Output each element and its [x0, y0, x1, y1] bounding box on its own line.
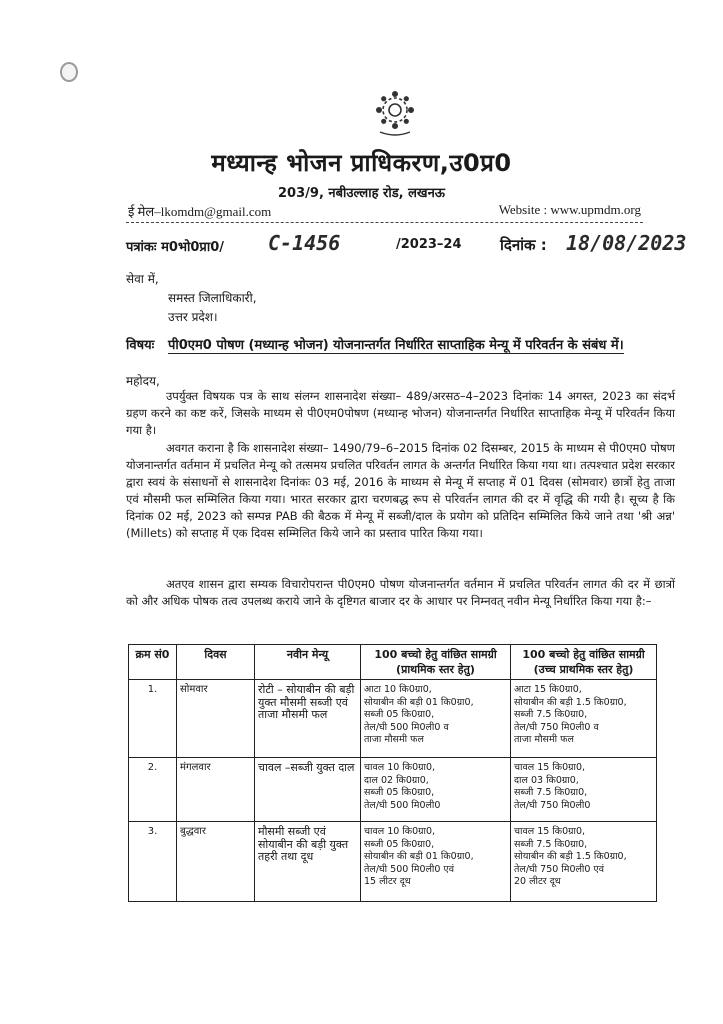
menu-cell: रोटी – सोयाबीन की बड़ी युक्त मौसमी सब्जी एवं ताजा मौसमी फल: [255, 680, 361, 758]
material-line: ताजा मौसमी फल: [514, 734, 574, 745]
material-line: सब्जी 05 कि0ग्रा0,: [364, 709, 435, 720]
divider: [126, 222, 643, 223]
recipient-line: उत्तर प्रदेश।: [168, 310, 218, 324]
primary-material-cell: [361, 822, 511, 902]
material-line: तेल/घी 750 मि0ली0 एवं: [514, 863, 604, 875]
menu-cell: मौसमी सब्जी एवं सोयाबीन की बड़ी युक्त तहरी तथा दूध: [255, 822, 361, 902]
contact-row: [128, 202, 641, 220]
body-paragraph: उपर्युक्त विषयक पत्र के साथ संलग्न शासनादेश संख्या– 489/अरसठ–4–2023 दिनांकः 14 अगस्त, 2023 का संदर्भ ग्रहण करने का कष्ट करें, जिसके माध्यम से पी0एम0पोषण (मध्यान्ह भोजन) योजनान्तर्गत निर्धारित साप्ताहिक मेन्यू में परिवर्तन किया गया है।: [126, 389, 675, 437]
upper-material-cell: [511, 758, 657, 822]
subject-label: विषयः: [126, 338, 155, 353]
primary-material-cell: [361, 680, 511, 758]
material-line: तेल/घी 750 मि0ली0: [514, 799, 591, 811]
material-line: चावल 10 कि0ग्रा0,: [364, 826, 436, 837]
email-text: ई मेल–lkomdm@gmail.com: [128, 204, 272, 219]
table-header-row: [129, 645, 657, 680]
website-text: Website : www.upmdm.org: [498, 202, 641, 217]
column-header: नवीन मेन्यू: [255, 645, 361, 680]
table-row: [129, 758, 657, 822]
weekly-menu-table: [128, 644, 657, 902]
material-line: चावल 15 कि0ग्रा0,: [514, 826, 586, 837]
material-line: तेल/घी 500 मि0ली0 एवं: [364, 863, 454, 875]
material-line: सोयाबीन की बड़ी 01 कि0ग्रा0,: [364, 851, 474, 862]
day-cell: मंगलवार: [177, 758, 255, 822]
material-line: दाल 03 कि0ग्रा0,: [514, 774, 579, 786]
salutation: महोदय,: [126, 374, 160, 388]
upper-material-cell: [511, 680, 657, 758]
material-line: सोयाबीन की बड़ी 1.5 कि0ग्रा0,: [514, 696, 627, 708]
material-line: सब्जी 7.5 कि0ग्रा0,: [514, 838, 588, 850]
recipient-line: सेवा में,: [126, 272, 159, 286]
material-line: चावल 10 कि0ग्रा0,: [364, 762, 436, 773]
material-line: सब्जी 7.5 कि0ग्रा0,: [514, 709, 588, 720]
body-paragraph: अवगत कराना है कि शासनादेश संख्या– 1490/79–6–2015 दिनांक 02 दिसम्बर, 2015 के माध्यम से पी0एम0 पोषण योजनान्तर्गत वर्तमान में प्रचलित मेन्यू को तत्समय प्रचलित परिवर्तन लागत के अन्तर्गत निर्धारित किया गया था। तत्पश्चात प्रदेश सरकार द्वारा स्वयं के संसाधनों से शासनादेश दिनांकः 03 मई, 2016 के माध्यम से मेन्यू में सप्ताह में 01 दिवस (सोमवार) छात्रों हेतु ताजा एवं मौसमी फल सम्मिलित किया गया। भारत सरकार द्वारा चरणबद्ध रूप से परिवर्तन लागत की दर में वृद्धि की गयी है। सूच्य है कि दिनांक 02 मई, 2023 को सम्पन्न PAB की बैठक में मेन्यू में सब्जी/दाल के प्रयोग को प्रतिदिन सम्मिलित किये जाने तथा 'श्री अन्न' (Millets) को सप्ताह में एक दिवस सम्मिलित किये जाने का प्रस्ताव पारित किया गया।: [126, 441, 675, 540]
material-line: ताजा मौसमी फल: [364, 734, 424, 745]
serial-cell: 2.: [129, 758, 177, 822]
day-cell: सोमवार: [177, 680, 255, 758]
material-line: 20 लीटर दूध: [514, 876, 561, 887]
material-line: तेल/घी 750 मि0ली0 व: [514, 721, 599, 733]
column-header: 100 बच्चो हेतु वांछित सामग्री (उच्च प्राथमिक स्तर हेतु): [511, 645, 657, 680]
serial-cell: 3.: [129, 822, 177, 902]
letter-number-label: पत्रांकः म0भो0प्रा0/: [126, 240, 224, 255]
body-paragraph: अतएव शासन द्वारा सम्यक विचारोपरान्त पी0एम0 पोषण योजनान्तर्गत वर्तमान में प्रचलित परिवर्तन लागत की दर में छात्रों को और अधिक पोषक तत्व उपलब्ध कराये जाने के दृष्टिगत बाजार दर के आधार पर निम्नवत् नवीन मेन्यू निर्धारित किया गया है:–: [126, 577, 675, 608]
column-header: 100 बच्चो हेतु वांछित सामग्री (प्राथमिक स्तर हेतु): [361, 645, 511, 680]
material-line: चावल 15 कि0ग्रा0,: [514, 762, 586, 773]
organization-address: 203/9, नबीउल्लाह रोड, लखनऊ: [278, 186, 445, 201]
material-line: सब्जी 05 कि0ग्रा0,: [364, 838, 435, 850]
letter-number-handwritten: C-1456: [268, 231, 341, 255]
organization-name: मध्यान्ह भोजन प्राधिकरण,उ0प्र0: [211, 149, 512, 177]
day-cell: बुद्धवार: [177, 822, 255, 902]
column-header: क्रम सं0: [129, 645, 177, 680]
date-label: दिनांक :: [500, 236, 547, 254]
recipient-block: [126, 270, 257, 327]
material-line: आटा 10 कि0ग्रा0,: [364, 684, 432, 695]
subject-text: पी0एम0 पोषण (मध्यान्ह भोजन) योजनान्तर्गत निर्धारित साप्ताहिक मेन्यू में परिवर्तन के संबंध में।: [168, 338, 624, 353]
material-line: सोयाबीन की बड़ी 01 कि0ग्रा0,: [364, 696, 474, 708]
upper-material-cell: [511, 822, 657, 902]
serial-cell: 1.: [129, 680, 177, 758]
material-line: सोयाबीन की बड़ी 1.5 कि0ग्रा0,: [514, 851, 627, 862]
column-header: दिवस: [177, 645, 255, 680]
punch-hole-mark: [60, 62, 78, 82]
material-line: सब्जी 05 कि0ग्रा0,: [364, 787, 435, 798]
material-line: दाल 02 कि0ग्रा0,: [364, 774, 429, 786]
material-line: 15 लीटर दूध: [364, 876, 411, 887]
table-row: [129, 680, 657, 758]
letter-year: /2023–24: [396, 237, 462, 252]
menu-cell: चावल –सब्जी युक्त दाल: [255, 758, 361, 822]
subject-line: [126, 335, 677, 353]
material-line: सब्जी 7.5 कि0ग्रा0,: [514, 787, 588, 798]
material-line: आटा 15 कि0ग्रा0,: [514, 684, 582, 695]
emblem-icon: [370, 88, 420, 148]
recipient-line: समस्त जिलाधिकारी,: [168, 291, 257, 305]
letter-reference-row: [126, 231, 687, 262]
date-handwritten: 18/08/2023: [566, 231, 687, 255]
primary-material-cell: [361, 758, 511, 822]
material-line: तेल/घी 500 मि0ली0 व: [364, 721, 449, 733]
material-line: तेल/घी 500 मि0ली0: [364, 799, 441, 811]
table-row: [129, 822, 657, 902]
